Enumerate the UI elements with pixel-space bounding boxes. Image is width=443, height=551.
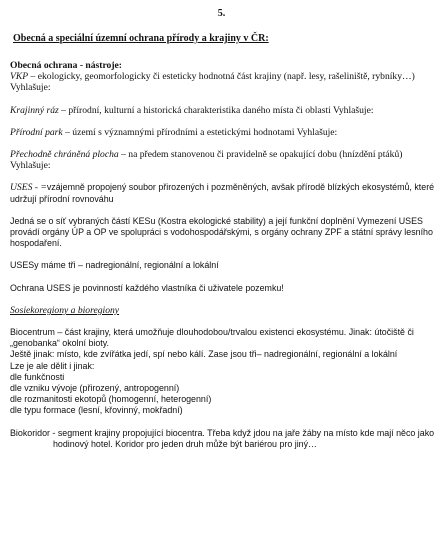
socio-heading: Sosiekoregiony a bioregiony xyxy=(10,304,120,316)
kr-definition xyxy=(10,105,435,116)
vkp-term: VKP xyxy=(10,71,29,83)
pcho-definition xyxy=(10,149,435,171)
biokoridor-text: - segment krajiny propojující biocentra. Třeba když jdou na jaře žáby na místo kde mají něco jako hodinový hotel. Koridor pro jeden druh může být bariérou pro jiný… xyxy=(49,427,435,449)
kr-term: Krajinný ráz xyxy=(10,104,59,116)
tools-title: Obecná ochrana - nástroje: xyxy=(10,60,123,71)
uses-definition xyxy=(10,182,435,204)
biocentrum-definition xyxy=(10,327,435,349)
biocentrum-divide: Lze je ale dělit i jinak: xyxy=(10,360,95,371)
biocentrum-text: – část krajiny, která umožňuje dlouhodobou/trvalou existenci ekosystému. Jinak: útočiště či „genobanka“ okolní bioty. xyxy=(10,327,414,349)
document-body xyxy=(10,60,435,450)
pp-text: – území s významnými přírodními a estetickými hodnotami Vyhlašuje: xyxy=(62,126,338,138)
uses-paragraph: Jedná se o síť vybraných částí KESu (Kostra ekologické stability) a její funkční doplnění Vymezení USES provádí orgány ÚP a OP ve spolupráci s vodohospodářskými, s orgány ochrany ZPF a státní správy lesního hospodaření. xyxy=(10,215,433,249)
list-item: dle funkčnosti xyxy=(10,371,65,382)
biocentrum-line2: Ještě jinak: místo, kde zvířátka jedí, spí nebo kálí. Zase jsou tři– nadregionální, regionální a lokální xyxy=(10,349,398,360)
biokoridor-term: Biokoridor xyxy=(10,427,50,438)
list-item: dle typu formace (lesní, křovinný, mokřadní) xyxy=(10,405,183,416)
biokoridor-definition xyxy=(10,428,435,450)
uses-duty: Ochrana USES je povinností každého vlastníka či uživatele pozemku! xyxy=(10,282,284,293)
uses-term: USES - = xyxy=(10,182,47,194)
pp-term: Přírodní park xyxy=(10,126,63,138)
page-number: 5. xyxy=(217,8,226,19)
uses-text: vzájemně propojený soubor přirozených i pozměněných, avšak přírodě blízkých ekosystémů, které udržují přírodní rovnováhu xyxy=(10,182,435,204)
vkp-text: – ekologicky, geomorfologicky či esteticky hodnotná část krajiny (např. lesy, rašeliniště, rybníky…) Vyhlašuje: xyxy=(10,71,415,94)
biocentrum-term: Biocentrum xyxy=(10,327,55,338)
vkp-definition xyxy=(10,71,435,93)
kr-text: – přírodní, kulturní a historická charakteristika daného místa či oblasti Vyhlašuje: xyxy=(58,104,374,116)
pcho-term: Přechodně chráněná plocha xyxy=(10,149,119,161)
list-item: dle rozmanitosti ekotopů (homogenní, heterogenní) xyxy=(10,394,212,405)
page-heading: Obecná a speciální územní ochrana přírody a krajiny v ČR: xyxy=(13,33,269,44)
pcho-text: – na předem stanovenou či pravidelně se opakující dobu (hnízdění ptáků) Vyhlašuje: xyxy=(10,149,403,172)
list-item: dle vzniku vývoje (přirozený, antropogenní) xyxy=(10,383,180,394)
pp-definition xyxy=(10,127,435,138)
uses-levels: USESy máme tři – nadregionální, regionální a lokální xyxy=(10,260,219,271)
